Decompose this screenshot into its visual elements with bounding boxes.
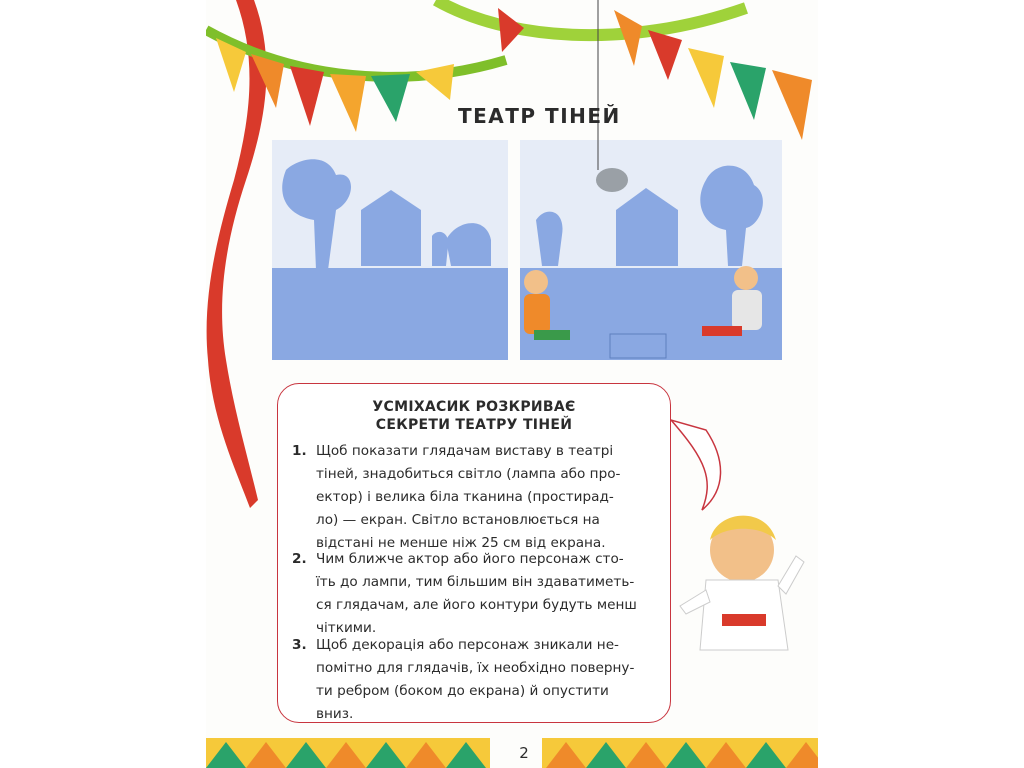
tip-line: ло) — екран. Світло встановлюється на	[316, 512, 600, 528]
tips-bubble	[277, 383, 671, 723]
puppet-boy	[680, 516, 804, 650]
bubble-title-line-2: СЕКРЕТИ ТЕАТРУ ТІНЕЙ	[375, 417, 573, 433]
tip-line: Щоб декорація або персонаж зникали не-	[316, 637, 619, 653]
bubble-tail	[671, 420, 721, 510]
tip-number: 3.	[292, 637, 307, 653]
tip-number: 2.	[292, 551, 307, 567]
tip-line: помітно для глядачів, їх необхідно поверну-	[316, 660, 635, 676]
tip-line: відстані не менше ніж 25 см від екрана.	[316, 535, 606, 551]
page-title: ТЕАТР ТІНЕЙ	[458, 104, 621, 128]
tip-line: тіней, знадобиться світло (лампа або про-	[316, 466, 621, 482]
tip-line: їть до лампи, тим більшим він здаватиметь-	[316, 574, 635, 590]
bottom-ornament	[206, 738, 818, 768]
tip-line: вниз.	[316, 706, 354, 722]
bubble-title	[278, 398, 670, 434]
bubble-title-line-1: УСМІХАСИК РОЗКРИВАЄ	[372, 399, 576, 415]
tip-line: Щоб показати глядачам виставу в театрі	[316, 443, 614, 459]
tip-line: Чим ближче актор або його персонаж сто-	[316, 551, 624, 567]
left-shadow-screen	[272, 140, 508, 360]
tip-line: чіткими.	[316, 620, 377, 636]
right-shadow-screen	[520, 0, 782, 360]
tip-number: 1.	[292, 443, 307, 459]
tip-line: ся глядачам, але його контури будуть менш	[316, 597, 637, 613]
textbook-page	[206, 0, 818, 768]
tip-line: ти ребром (боком до екрана) й опустити	[316, 683, 609, 699]
tip-line: ектор) і велика біла тканина (простирад-	[316, 489, 614, 505]
page-number: 2	[519, 744, 529, 762]
